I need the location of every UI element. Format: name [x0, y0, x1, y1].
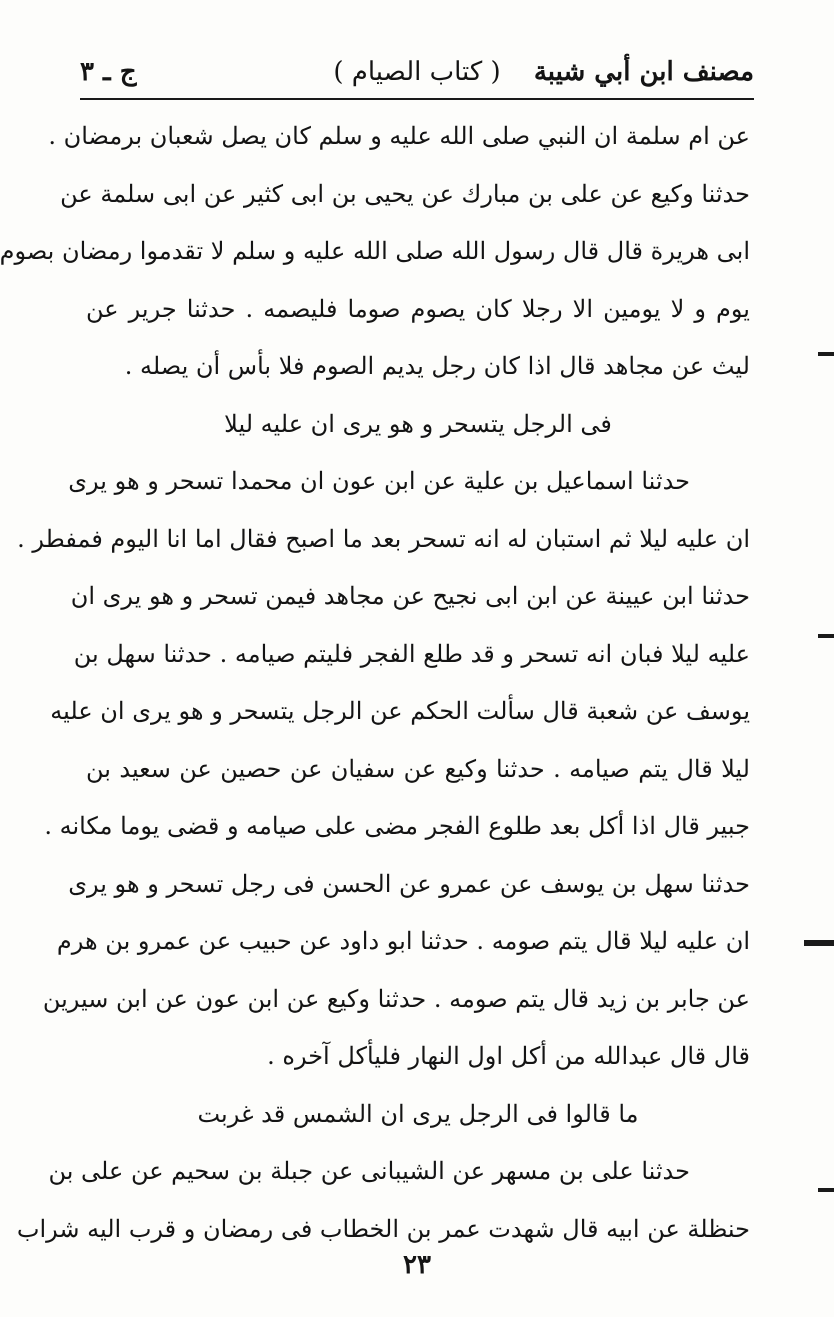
text-line: عليه ليلا فبان انه تسحر و قد طلع الفجر فليتم صيامه . حدثنا سهل بن [73, 639, 750, 668]
text-line: ليلا قال يتم صيامه . حدثنا وكيع عن سفيان عن حصين عن سعيد بن [86, 754, 750, 783]
text-line: حدثنا سهل بن يوسف عن عمرو عن الحسن فى رجل تسحر و هو يرى [68, 869, 750, 898]
text-line: ابى هريرة قال قال رسول الله صلى الله عليه و سلم لا تقدموا رمضان بصوم [0, 237, 750, 265]
text-line: حنظلة عن ابيه قال شهدت عمر بن الخطاب فى رمضان و قرب اليه شراب [16, 1214, 750, 1243]
chapter-title: ( كتاب الصيام ) [333, 57, 501, 87]
scan-edge-mark [804, 940, 834, 946]
text-line: حدثنا وكيع عن على بن مبارك عن يحيى بن ابى كثير عن ابى سلمة عن [60, 179, 750, 208]
text-line: عن جابر بن زيد قال يتم صومه . حدثنا وكيع عن ابن عون عن ابن سيرين [42, 984, 750, 1013]
text-line: حدثنا اسماعيل بن علية عن ابن عون ان محمدا تسحر و هو يرى [68, 467, 690, 495]
page-number: ٢٣ [403, 1250, 431, 1280]
text-line: حدثنا على بن مسهر عن الشيبانى عن جبلة بن سحيم عن على بن [48, 1157, 690, 1185]
text-line: ليث عن مجاهد قال اذا كان رجل يديم الصوم فلا بأس أن يصله . [124, 352, 750, 380]
section-heading: فى الرجل يتسحر و هو يرى ان عليه ليلا [224, 409, 612, 438]
text-line: عن ام سلمة ان النبي صلى الله عليه و سلم كان يصل شعبان برمضان . [48, 122, 750, 150]
text-line: حدثنا ابن عيينة عن ابن ابى نجيح عن مجاهد فيمن تسحر و هو يرى ان [70, 582, 750, 610]
text-line: ان عليه ليلا قال يتم صومه . حدثنا ابو داود عن حبيب عن عمرو بن هرم [56, 927, 750, 955]
text-line: قال قال عبدالله من أكل اول النهار فليأكل آخره . [267, 1042, 750, 1070]
scan-edge-mark [818, 634, 834, 638]
book-title: مصنف ابن أبي شيبة [533, 57, 754, 87]
text-line: يوم و لا يومين الا رجلا كان يصوم صوما فليصمه . حدثنا جرير عن [86, 294, 750, 323]
section-heading: ما قالوا فى الرجل يرى ان الشمس قد غربت [197, 1099, 639, 1128]
page-header [80, 52, 754, 92]
scan-edge-mark [818, 1188, 834, 1192]
header-rule [80, 98, 754, 100]
volume-number: ج ـ ٣ [80, 57, 137, 87]
page-body [0, 108, 750, 1258]
scan-edge-mark [818, 352, 834, 356]
text-line: ان عليه ليلا ثم استبان له انه تسحر بعد ما اصبح فقال اما انا اليوم فمفطر . [17, 524, 750, 553]
text-line: جبير قال اذا أكل بعد طلوع الفجر مضى على صيامه و قضى يوما مكانه . [44, 812, 750, 840]
text-line: يوسف عن شعبة قال سألت الحكم عن الرجل يتسحر و هو يرى ان عليه [50, 697, 750, 725]
